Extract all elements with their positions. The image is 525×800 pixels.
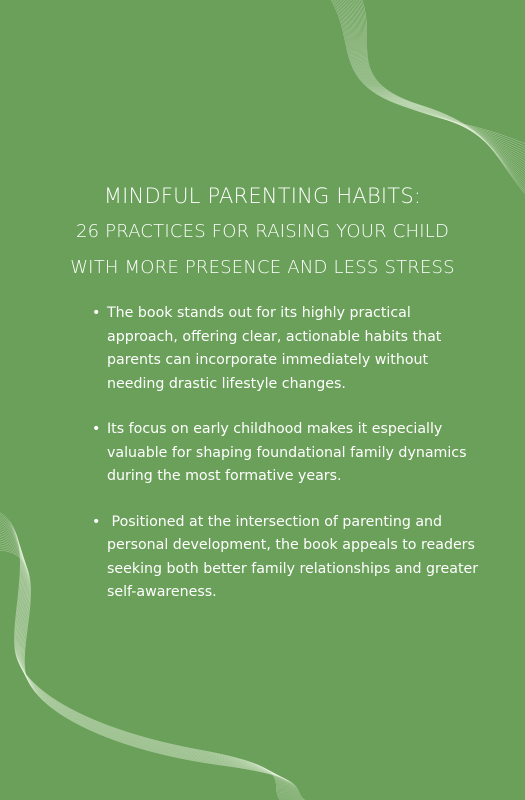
wave-line: [342, 0, 525, 176]
bullet-list: [90, 302, 483, 627]
wave-line: [355, 0, 525, 201]
wave-line: [334, 0, 525, 161]
wave-line: [343, 0, 525, 179]
bullet-dot-icon: •: [92, 421, 101, 437]
wave-line: [339, 0, 525, 170]
wave-line: [349, 0, 525, 190]
bullet-text: Its focus on early childhood makes it especially valuable for shaping foundational family dynamics during the most formative years.: [107, 421, 467, 484]
bullet-text: The book stands out for its highly practical approach, offering clear, actionable habits that parents can incorporate immediately without needing drastic lifestyle changes.: [107, 305, 442, 392]
wave-line: [357, 0, 525, 204]
wave-line: [354, 0, 525, 199]
wave-line: [337, 0, 525, 167]
wave-line: [328, 0, 525, 150]
title-line-2: 26 PRACTICES FOR RAISING YOUR CHILD: [75, 221, 450, 242]
book-title: [0, 178, 525, 286]
wave-line: [358, 0, 525, 207]
wave-line: [330, 0, 525, 153]
list-item: [90, 418, 480, 489]
wave-line: [331, 0, 525, 156]
wave-line: [348, 0, 525, 187]
wave-line: [351, 0, 525, 193]
title-line-3: WITH MORE PRESENCE AND LESS STRESS: [70, 257, 455, 278]
wave-line: [340, 0, 525, 173]
wave-line: [333, 0, 525, 159]
title-line-1: MINDFUL PARENTING HABITS:: [103, 184, 422, 208]
wave-line: [352, 0, 525, 196]
wave-line: [336, 0, 525, 164]
wave-line: [345, 0, 525, 181]
bullet-dot-icon: •: [92, 513, 101, 530]
bullet-text: Positioned at the intersection of parenting and personal development, the book appeals to readers seeking both better family relationships and greater self-awareness.: [107, 513, 483, 600]
wave-line: [346, 0, 525, 184]
list-item: [90, 302, 480, 396]
bullet-dot-icon: •: [92, 305, 101, 321]
list-item: [90, 511, 483, 605]
